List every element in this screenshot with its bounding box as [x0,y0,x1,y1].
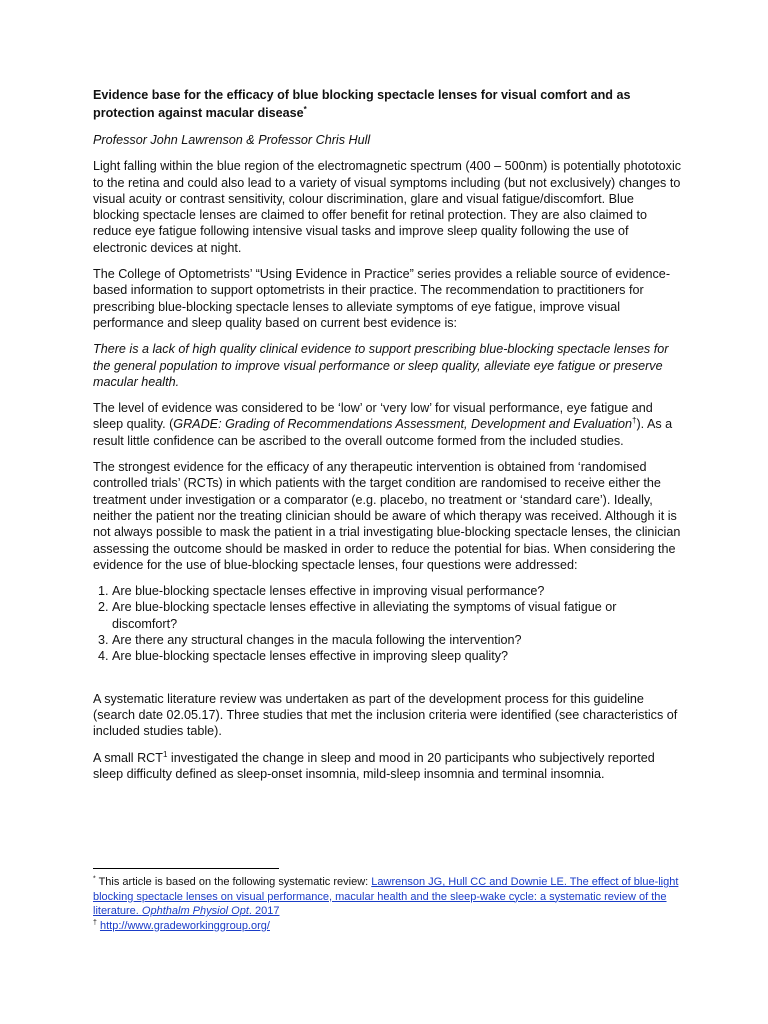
footnote-1-journal: Ophthalm Physiol Opt [141,905,249,917]
paragraph-rct: The strongest evidence for the efficacy of any therapeutic intervention is obtained from ‘randomised controlled trials’ (RCTs) in which patients with the target condition are randomised to receive either the treatment under investigation or a comparator (e.g. placebo, no treatment or ‘standard care’). Ideally, neither the patient nor the treating clinician should be aware of which therapy was received. Although it is not always possible to mask the patient in a trial investigating blue-blocking spectacle lenses, the clinician assessing the outcome should be masked in order to reduce the potential for bias. When considering the evidence for the use of blue-blocking spectacle lenses, four questions were addressed: [93,460,681,572]
title-footnote-mark: * [303,104,307,114]
questions-list [93,583,683,664]
footnote-1-link-text: Lawrenson JG, Hull CC and Downie LE. The effect of blue-light blocking spectacle lenses on visual performance, macular health and the sleep-wake cycle: a systematic review of the literature. [93,876,679,917]
small-rct-tail: investigated the change in sleep and mood in 20 participants who subjectively reported sleep difficulty defined as sleep-onset insomnia, mild-sleep insomnia and terminal insomnia. [93,750,655,781]
footnote-1-year: . 2017 [248,905,280,917]
footnotes [93,868,683,933]
grade-definition: GRADE: Grading of Recommendations Assessment, Development and Evaluation [173,417,633,432]
paragraph-college: The College of Optometrists’ “Using Evidence in Practice” series provides a reliable source of evidence-based information to support optometrists in their practice. The recommendation to practitioners for prescribing blue-blocking spectacle lenses to alleviate symptoms of eye fatigue, improve visual performance and sleep quality based on current best evidence is: [93,267,671,330]
grade-website-link[interactable]: http://www.gradeworkinggroup.org/ [99,919,270,932]
footnote-2-mark: † [93,918,97,926]
footnote-1-mark: * [93,875,96,883]
list-item: 3. Are there any structural changes in the macula following the intervention? [112,632,683,648]
grade-footnote-mark: † [632,416,637,426]
list-item: 4. Are blue-blocking spectacle lenses effective in improving sleep quality? [112,648,683,664]
small-rct-lead: A small RCT [93,750,163,765]
paragraph-recommendation: There is a lack of high quality clinical evidence to support prescribing blue-blocking spectacle lenses for the general population to improve visual performance or sleep quality, alleviate eye fatigue or preserve macular health. [93,342,669,389]
document-body [93,86,683,792]
paragraph-intro: Light falling within the blue region of the electromagnetic spectrum (400 – 500nm) is potentially phototoxic to the retina and could also lead to a variety of visual symptoms including (but not exclusively) changes to visual acuity or contrast sensitivity, colour discrimination, glare and visual fatigue/discomfort. Blue blocking spectacle lenses are claimed to offer benefit for retinal protection. They are also claimed to reduce eye fatigue following intensive visual tasks and improve sleep quality following the use of electronic devices at night. [93,159,682,255]
authors: Professor John Lawrenson & Professor Chris Hull [93,133,371,147]
list-item: 2. Are blue-blocking spectacle lenses effective in alleviating the symptoms of visual fatigue or discomfort? [112,599,683,632]
list-item: 1. Are blue-blocking spectacle lenses effective in improving visual performance? [112,583,683,599]
footnote-1-text: This article is based on the following systematic review: [95,876,372,888]
paragraph-small-rct [93,750,683,783]
document-title [93,86,683,122]
evidence-level-lead: The level of evidence was considered to be ‘low’ or ‘very low’ for visual performance, eye fatigue and sleep quality. ( [93,401,653,432]
footnote-divider [93,868,279,869]
reference-mark: 1 [162,749,168,759]
footnote-2 [93,919,683,934]
footnote-1 [93,875,683,919]
paragraph-evidence-level [93,400,683,449]
title-text: Evidence base for the efficacy of blue blocking spectacle lenses for visual comfort and as protection against macular disease [93,88,631,120]
paragraph-review: A systematic literature review was undertaken as part of the development process for this guideline (search date 02.05.17). Three studies that met the inclusion criteria were identified (see characteristics of included studies table). [93,691,678,739]
evidence-level-tail: ). As a result little confidence can be ascribed to the overall outcome formed from the included studies. [93,417,673,448]
